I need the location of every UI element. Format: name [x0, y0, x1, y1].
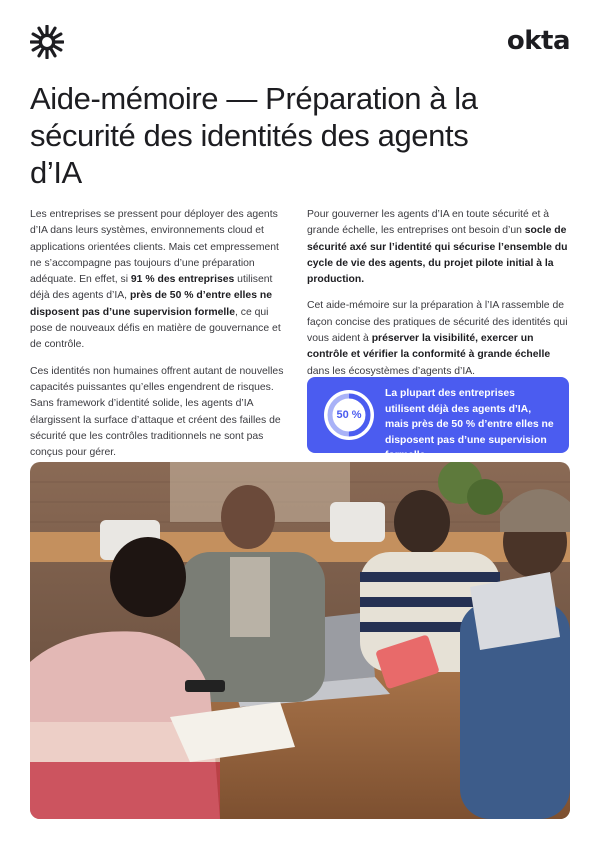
page-title: Aide-mémoire — Préparation à la sécurité des identités des agents d’IA [30, 81, 478, 190]
intro-paragraph-2: Ces identités non humaines offrent autant de nouvelles capacités puissantes qu’elles engendrent de risques. Sans framework d’identité solide, les agents d’IA élargissent la surface d’attaque et créent des failles de sécurité que les contrôles traditionnels ne sont pas conçus pour gérer. [30, 365, 284, 459]
intro-column-left [30, 207, 292, 471]
starburst-logo-icon[interactable] [30, 25, 64, 59]
intro-paragraph-1: Les entreprises se pressent pour déployer des agents d’IA dans leurs systèmes, environnements cloud et applications orientées clients. Mais cet empressement ne s’accompagne pas toujours d’une préparation adéquate. En effet, si 91 % des entreprises utilisent déjà des agents d’IA, près de 50 % d’entre elles ne disposent pas d’une supervision formelle, ce qui pose de nouveaux défis en matière de gouvernance et de contrôle. [30, 209, 281, 351]
governance-paragraph: Pour gouverner les agents d’IA en toute sécurité et à grande échelle, les entreprises ont besoin d’un socle de sécurité axé sur l’identité qui sécurise l’ensemble du cycle de vie des agents, du projet pilote initial à la production. [307, 209, 568, 286]
okta-logo[interactable]: okta [506, 26, 570, 56]
statistic-callout [307, 377, 569, 461]
percent-label: 50 % [336, 409, 362, 421]
callout-text: La plupart des entreprises utilisent déjà des agents d’IA, mais près de 50 % d’entre elles ne disposent pas d’une supervision formelle. [385, 388, 554, 461]
team-meeting-photo [30, 462, 570, 819]
checklist-paragraph: Cet aide-mémoire sur la préparation à l’IA rassemble de façon concise des pratiques de sécurité des identités qui vous aident à préserver la visibilité, exercer un contrôle et vérifier la conformité à grande échelle dans les écosystèmes d’agents d’IA. [307, 300, 568, 377]
intro-column-right [307, 207, 571, 390]
